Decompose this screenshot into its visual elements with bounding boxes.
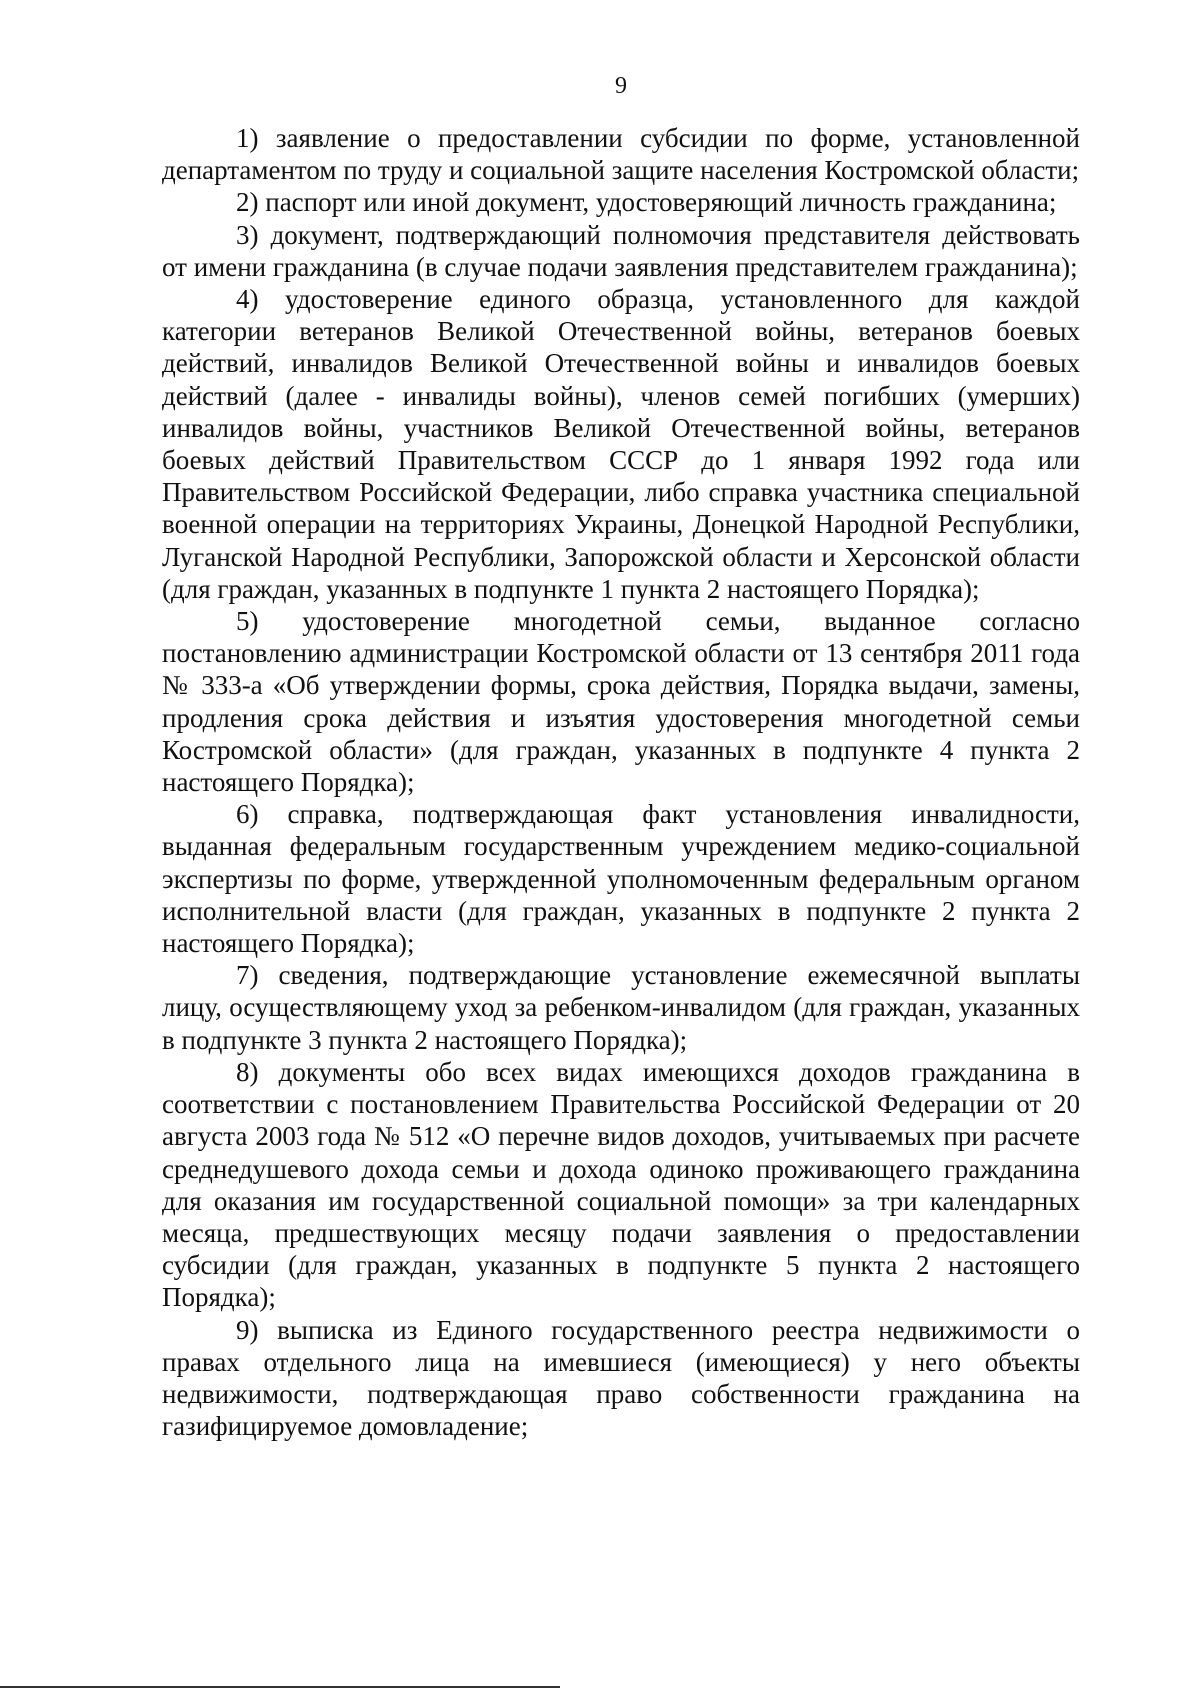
list-item-4: 4) удостоверение единого образца, установленного для каждой категории ветеранов Великой Отечественной войны, ветеранов боевых действий, инвалидов Великой Отечественной войны и инвалидов боевых действий (далее - инвалиды войны), членов семей погибших (умерших) инвалидов войны, участников Великой Отечественной войны, ветеранов боевых действий Правительством СССР до 1 января 1992 года или Правительством Российской Федерации, либо справка участника специальной военной операции на территориях Украины, Донецкой Народной Республики, Луганской Народной Республики, Запорожской области и Херсонской области (для граждан, указанных в подпункте 1 пункта 2 настоящего Порядка); (162, 284, 1080, 604)
list-item-9: 9) выписка из Единого государственного реестра недвижимости о правах отдельного лица на имевшиеся (имеющиеся) у него объекты недвижимости, подтверждающая право собственности гражданина на газифицируемое домовладение; (162, 1314, 1080, 1442)
scan-edge-line (0, 1686, 560, 1688)
list-item-2: 2) паспорт или иной документ, удостоверяющий личность гражданина; (236, 187, 1057, 218)
list-item-7: 7) сведения, подтверждающие установление ежемесячной выплаты лицу, осуществляющему уход за ребенком-инвалидом (для граждан, указанных в подпункте 3 пункта 2 настоящего Порядка); (162, 960, 1080, 1055)
list-item-3: 3) документ, подтверждающий полномочия представителя действовать от имени гражданина (в случае подачи заявления представителем гражданина); (162, 219, 1080, 282)
list-item-8: 8) документы обо всех видах имеющихся доходов гражданина в соответствии с постановлением Правительства Российской Федерации от 20 августа 2003 года № 512 «О перечне видов доходов, учитываемых при расчете среднедушевого дохода семьи и дохода одиноко проживающего гражданина для оказания им государственной социальной помощи» за три календарных месяца, предшествующих месяцу подачи заявления о предоставлении субсидии (для граждан, указанных в подпункте 5 пункта 2 настоящего Порядка); (162, 1056, 1080, 1313)
document-body (162, 122, 1080, 1442)
list-item-6: 6) справка, подтверждающая факт установления инвалидности, выданная федеральным государственным учреждением медико-социальной экспертизы по форме, утвержденной уполномоченным федеральным органом исполнительной власти (для граждан, указанных в подпункте 2 пункта 2 настоящего Порядка); (162, 799, 1080, 959)
list-item-5: 5) удостоверение многодетной семьи, выданное согласно постановлению администрации Костромской области от 13 сентября 2011 года № 333-а «Об утверждении формы, срока действия, Порядка выдачи, замены, продления срока действия и изъятия удостоверения многодетной семьи Костромской области» (для граждан, указанных в подпункте 4 пункта 2 настоящего Порядка); (162, 606, 1080, 798)
page-number: 9 (615, 73, 627, 99)
list-item-1: 1) заявление о предоставлении субсидии по форме, установленной департаментом по труду и социальной защите населения Костромской области; (162, 123, 1080, 186)
